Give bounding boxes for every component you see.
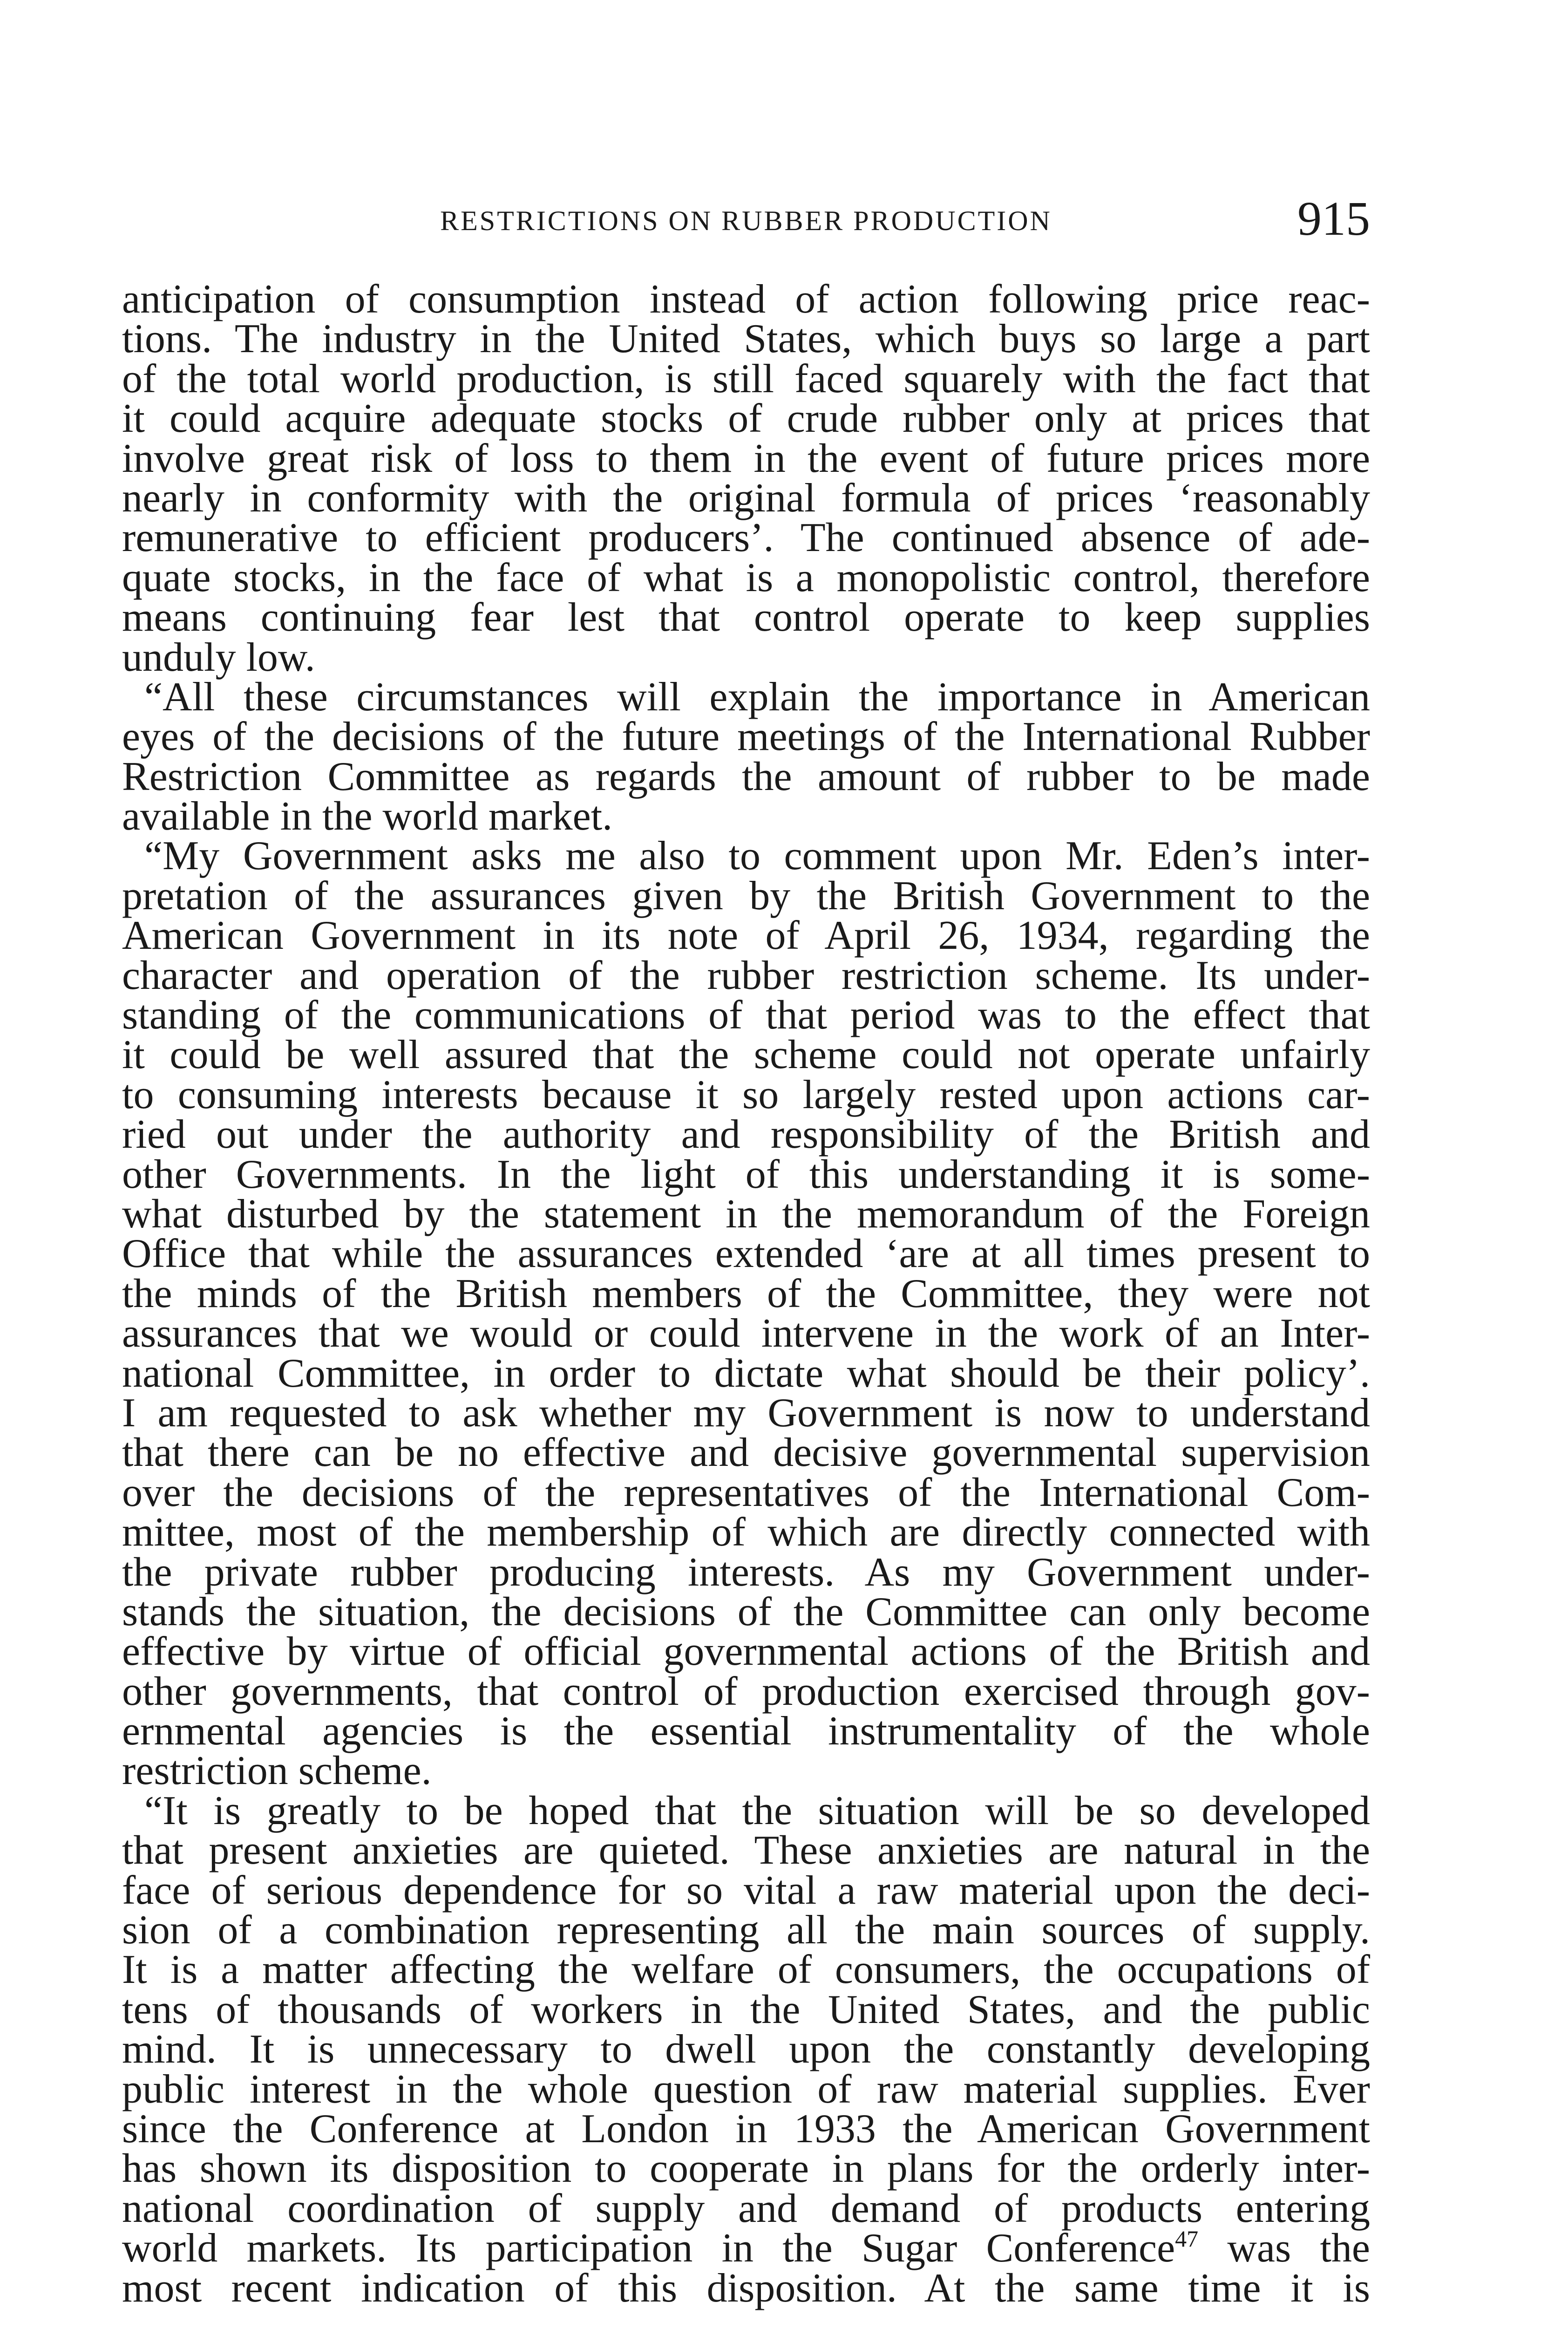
text-line [122, 1907, 1370, 1953]
text-run: public interest in the whole question of raw material supplies. Ever [122, 2066, 1370, 2112]
text-line [122, 1828, 1370, 1873]
text-line [122, 1947, 1370, 1993]
text-run: world markets. Its participation in the Sugar Conference [122, 2226, 1175, 2271]
text-run: Restriction Committee as regards the amount of rubber to be made [122, 754, 1370, 799]
text-line [122, 1191, 1370, 1237]
text-line [122, 1668, 1370, 1714]
text-run: most recent indication of this disposition. At the same time it is [122, 2265, 1370, 2311]
text-run: the minds of the British members of the Committee, they were not [122, 1271, 1370, 1316]
text-run: what disturbed by the statement in the memorandum of the Foreign [122, 1191, 1370, 1237]
text-line [122, 1112, 1370, 1158]
text-line [122, 2226, 1370, 2271]
text-line [122, 595, 1370, 640]
text-run: I am requested to ask whether my Government is now to understand [122, 1390, 1370, 1436]
text-line [122, 396, 1370, 442]
text-run: “All these circumstances will explain the importance in American [144, 674, 1370, 720]
text-line [122, 1271, 1370, 1316]
text-line [122, 1032, 1370, 1078]
text-run: It is a matter affecting the welfare of consumers, the occupations of [122, 1947, 1370, 1993]
text-line [122, 1629, 1370, 1675]
text-run: available in the world market. [122, 794, 613, 839]
text-run: unduly low. [122, 634, 315, 680]
text-line [122, 475, 1370, 521]
text-line [122, 794, 1370, 839]
text-line [122, 277, 1370, 322]
text-run: anticipation of consumption instead of action following price reac- [122, 277, 1370, 322]
text-run: pretation of the assurances given by the British Government to the [122, 873, 1370, 919]
text-line [122, 2027, 1370, 2072]
footnote-reference: 47 [1175, 2226, 1199, 2252]
text-line [122, 356, 1370, 402]
text-run: standing of the communications of that period was to the effect that [122, 993, 1370, 1038]
text-line [122, 1709, 1370, 1754]
text-run: it could be well assured that the scheme could not operate unfairly [122, 1032, 1370, 1078]
text-line [122, 1788, 1370, 1833]
text-run: nearly in conformity with the original formula of prices ‘reasonably [122, 475, 1370, 521]
text-run: assurances that we would or could intervene in the work of an Inter- [122, 1311, 1370, 1356]
text-line [122, 953, 1370, 998]
text-line [122, 993, 1370, 1038]
text-line [122, 634, 1370, 680]
text-run: since the Conference at London in 1933 the American Government [122, 2106, 1370, 2152]
text-line [122, 1549, 1370, 1595]
text-run: national coordination of supply and demand of products entering [122, 2186, 1370, 2231]
text-run: Office that while the assurances extended ‘are at all times present to [122, 1231, 1370, 1277]
paragraph [122, 674, 1370, 839]
running-title: RESTRICTIONS ON RUBBER PRODUCTION [440, 205, 1052, 236]
text-run: to consuming interests because it so largely rested upon actions car- [122, 1072, 1370, 1117]
text-line [122, 1072, 1370, 1117]
text-run: character and operation of the rubber restriction scheme. Its under- [122, 953, 1370, 998]
text-line [122, 515, 1370, 561]
text-line [122, 2265, 1370, 2311]
text-line [122, 1510, 1370, 1555]
text-line [122, 833, 1370, 879]
text-run: involve great risk of loss to them in the event of future prices more [122, 436, 1370, 481]
text-run: effective by virtue of official governmental actions of the British and [122, 1629, 1370, 1675]
text-run: eyes of the decisions of the future meetings of the International Rubber [122, 714, 1370, 760]
text-line [122, 1151, 1370, 1197]
text-line [122, 1470, 1370, 1515]
text-run: of the total world production, is still faced squarely with the fact that [122, 356, 1370, 402]
text-run: over the decisions of the representatives of the International Com- [122, 1470, 1370, 1515]
text-line [122, 2106, 1370, 2152]
text-run: “It is greatly to be hoped that the situation will be so developed [144, 1788, 1370, 1833]
text-run: that present anxieties are quieted. These anxieties are natural in the [122, 1828, 1370, 1873]
text-line [122, 1867, 1370, 1913]
text-run: national Committee, in order to dictate what should be their policy’. [122, 1350, 1370, 1396]
text-run: other governments, that control of production exercised through gov- [122, 1668, 1370, 1714]
text-run: American Government in its note of April 26, 1934, regarding the [122, 913, 1370, 959]
paragraph [122, 833, 1370, 1794]
text-line [122, 754, 1370, 799]
text-line [122, 2066, 1370, 2112]
text-run: it could acquire adequate stocks of crude rubber only at prices that [122, 396, 1370, 442]
text-line [122, 1987, 1370, 2032]
text-line [122, 1311, 1370, 1356]
text-run: that there can be no effective and decisive governmental supervision [122, 1430, 1370, 1476]
text-line [122, 436, 1370, 481]
text-run: tions. The industry in the United States, which buys so large a part [122, 316, 1370, 362]
paragraph [122, 1788, 1370, 2311]
text-run: means continuing fear lest that control operate to keep supplies [122, 595, 1370, 640]
text-line [122, 873, 1370, 919]
text-run: face of serious dependence for so vital a raw material upon the deci- [122, 1867, 1370, 1913]
text-line [122, 2146, 1370, 2192]
text-run: remunerative to efficient producers’. The continued absence of ade- [122, 515, 1370, 561]
paragraph [122, 277, 1370, 680]
text-line [122, 674, 1370, 720]
text-run: mind. It is unnecessary to dwell upon the constantly developing [122, 2027, 1370, 2072]
text-run: was the [1198, 2226, 1370, 2271]
page-number: 915 [1297, 192, 1370, 245]
text-line [122, 1748, 1370, 1794]
text-line [122, 1430, 1370, 1476]
text-line [122, 1350, 1370, 1396]
text-line [122, 714, 1370, 760]
running-head [122, 191, 1370, 247]
text-run: tens of thousands of workers in the United States, and the public [122, 1987, 1370, 2032]
text-run: ernmental agencies is the essential instrumentality of the whole [122, 1709, 1370, 1754]
text-run: stands the situation, the decisions of the Committee can only become [122, 1589, 1370, 1634]
text-run: restriction scheme. [122, 1748, 432, 1794]
text-run: mittee, most of the membership of which are directly connected with [122, 1510, 1370, 1555]
text-line [122, 1589, 1370, 1634]
text-line [122, 555, 1370, 600]
text-line [122, 2186, 1370, 2231]
text-line [122, 1231, 1370, 1277]
text-run: sion of a combination representing all the main sources of supply. [122, 1907, 1370, 1953]
body-text [122, 277, 1370, 2311]
text-run: “My Government asks me also to comment upon Mr. Eden’s inter- [144, 833, 1370, 879]
text-run: the private rubber producing interests. As my Government under- [122, 1549, 1370, 1595]
text-line [122, 1390, 1370, 1436]
text-run: other Governments. In the light of this understanding it is some- [122, 1151, 1370, 1197]
text-run: ried out under the authority and responsibility of the British and [122, 1112, 1370, 1158]
text-run: quate stocks, in the face of what is a monopolistic control, therefore [122, 555, 1370, 600]
text-run: has shown its disposition to cooperate in plans for the orderly inter- [122, 2146, 1370, 2192]
text-line [122, 913, 1370, 959]
text-line [122, 316, 1370, 362]
